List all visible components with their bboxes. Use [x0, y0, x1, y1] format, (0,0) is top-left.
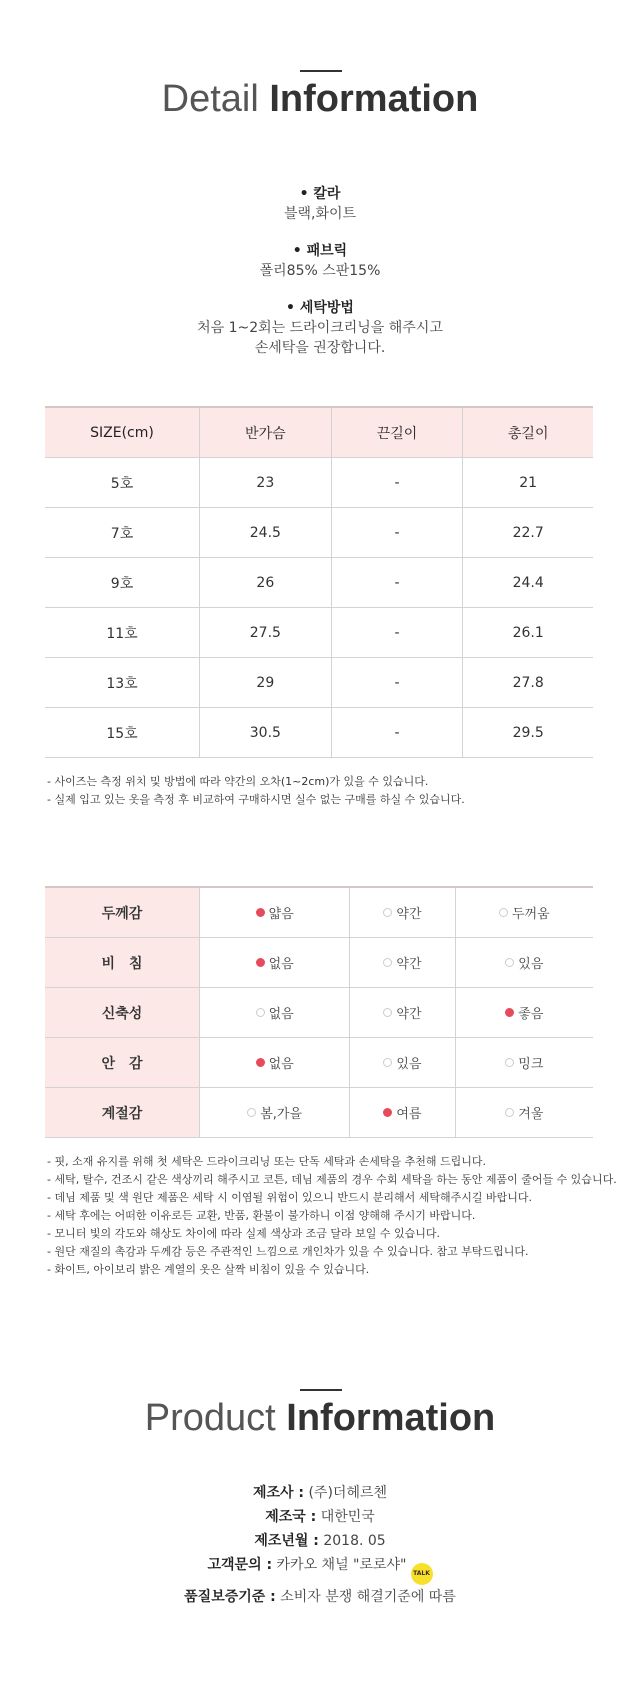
spec-head: • 세탁방법: [286, 300, 354, 316]
option-text: 두꺼움: [511, 907, 550, 922]
table-row: [45, 887, 593, 938]
length-cell: 24.4: [463, 558, 593, 608]
option-text: 없음: [268, 957, 294, 972]
header-cell: 반가슴: [200, 407, 332, 458]
option-text: 좋음: [518, 1007, 544, 1022]
feel-label: 신축성: [45, 988, 200, 1038]
spec-fabric: [0, 241, 640, 281]
table-row: [45, 608, 593, 658]
chest-cell: 27.5: [200, 608, 332, 658]
note-line: - 원단 재질의 촉감과 두께감 등은 주관적인 느낌으로 개인차가 있을 수 있습니다. 참고 부탁드립니다.: [47, 1245, 529, 1258]
feel-option: [455, 988, 593, 1038]
strap-cell: -: [331, 708, 463, 758]
info-key: 품질보증기준 :: [184, 1589, 276, 1605]
feel-option: [350, 938, 455, 988]
radio-dot-icon: [505, 1108, 514, 1117]
chest-cell: 23: [200, 458, 332, 508]
feel-option: [350, 988, 455, 1038]
table-row: [45, 508, 593, 558]
radio-dot-icon: [505, 958, 514, 967]
strap-cell: -: [331, 658, 463, 708]
info-row-country: [0, 1505, 640, 1529]
feel-option: [350, 887, 455, 938]
option-text: 겨울: [518, 1107, 544, 1122]
feel-option: [350, 1088, 455, 1138]
chest-cell: 30.5: [200, 708, 332, 758]
option-text: 밍크: [518, 1057, 544, 1072]
product-title-light: Product: [144, 1397, 276, 1439]
length-cell: 22.7: [463, 508, 593, 558]
care-notes: [47, 1153, 617, 1279]
feel-option: [200, 938, 350, 988]
info-key: 제조년월 :: [254, 1533, 319, 1549]
radio-dot-icon: [247, 1108, 256, 1117]
spec-value: 블랙,화이트: [283, 206, 357, 222]
product-title: [0, 1397, 640, 1440]
product-title-bold: Information: [286, 1397, 496, 1439]
size-cell: 11호: [45, 608, 200, 658]
table-row: [45, 1038, 593, 1088]
radio-dot-icon: [256, 1008, 265, 1017]
info-key: 제조국 :: [265, 1509, 317, 1525]
length-cell: 21: [463, 458, 593, 508]
info-value: 2018. 05: [318, 1533, 386, 1549]
radio-dot-icon: [383, 1108, 392, 1117]
table-row: [45, 458, 593, 508]
size-cell: 15호: [45, 708, 200, 758]
feel-option: [200, 887, 350, 938]
option-text: 얇음: [268, 907, 294, 922]
info-row-maker: [0, 1481, 640, 1505]
radio-dot-icon: [383, 958, 392, 967]
header-cell: 총길이: [463, 407, 593, 458]
size-notes: [47, 773, 607, 809]
option-text: 봄,가을: [260, 1107, 303, 1122]
option-text: 있음: [396, 1057, 422, 1072]
option-text: 없음: [268, 1007, 294, 1022]
info-value: 소비자 분쟁 해결기준에 따름: [275, 1589, 456, 1605]
feel-label: 두께감: [45, 887, 200, 938]
info-row-date: [0, 1529, 640, 1553]
table-row: [45, 938, 593, 988]
option-text: 여름: [396, 1107, 422, 1122]
option-text: 약간: [396, 907, 422, 922]
radio-dot-icon: [383, 1058, 392, 1067]
size-cell: 9호: [45, 558, 200, 608]
strap-cell: -: [331, 608, 463, 658]
detail-title: [0, 78, 640, 121]
note-line: - 화이트, 아이보리 밝은 계열의 옷은 살짝 비침이 있을 수 있습니다.: [47, 1263, 370, 1276]
chest-cell: 29: [200, 658, 332, 708]
note-line: - 실제 입고 있는 옷을 측정 후 비교하여 구매하시면 실수 없는 구매를 하실 수 있습니다.: [47, 793, 465, 806]
feel-label: 계절감: [45, 1088, 200, 1138]
info-key: 제조사 :: [252, 1485, 305, 1501]
feel-option: [200, 1088, 350, 1138]
size-cell: 5호: [45, 458, 200, 508]
info-value: (주)더헤르첸: [304, 1485, 388, 1501]
product-info-list: [0, 1481, 640, 1609]
note-line: - 세탁, 탈수, 건조시 같은 색상끼리 해주시고 코튼, 데님 제품의 경우 수회 세탁을 하는 동안 제품이 줄어들 수 있습니다.: [47, 1173, 617, 1186]
table-row: [45, 708, 593, 758]
header-cell: SIZE(cm): [45, 407, 200, 458]
feel-option: [455, 887, 593, 938]
table-row: [45, 988, 593, 1038]
spec-head: • 패브릭: [292, 243, 348, 259]
radio-dot-icon: [256, 908, 265, 917]
size-table: [45, 406, 593, 758]
size-cell: 7호: [45, 508, 200, 558]
strap-cell: -: [331, 458, 463, 508]
detail-title-bold: Information: [269, 78, 479, 120]
radio-dot-icon: [383, 908, 392, 917]
detail-title-bar: [300, 70, 342, 72]
feel-label: 안 감: [45, 1038, 200, 1088]
chest-cell: 26: [200, 558, 332, 608]
radio-dot-icon: [383, 1008, 392, 1017]
feel-option: [200, 988, 350, 1038]
length-cell: 29.5: [463, 708, 593, 758]
length-cell: 27.8: [463, 658, 593, 708]
note-line: - 사이즈는 측정 위치 및 방법에 따라 약간의 오차(1~2cm)가 있을 수 있습니다.: [47, 775, 429, 788]
note-line: - 세탁 후에는 어떠한 이유로든 교환, 반품, 환불이 불가하니 이점 양해해 주시기 바랍니다.: [47, 1209, 476, 1222]
radio-dot-icon: [499, 908, 508, 917]
feel-label: 비 침: [45, 938, 200, 988]
spec-value: 손세탁을 권장합니다.: [254, 340, 386, 356]
radio-dot-icon: [256, 958, 265, 967]
spec-washing: [0, 298, 640, 358]
radio-dot-icon: [505, 1008, 514, 1017]
header-cell: 끈길이: [331, 407, 463, 458]
table-row: [45, 658, 593, 708]
table-row: [45, 558, 593, 608]
feel-option: [455, 938, 593, 988]
strap-cell: -: [331, 558, 463, 608]
spec-value: 폴리85% 스판15%: [259, 263, 381, 279]
info-row-contact: [0, 1553, 640, 1585]
kakao-talk-icon[interactable]: TALK: [411, 1563, 433, 1585]
spec-head: • 칼라: [299, 186, 341, 202]
option-text: 있음: [518, 957, 544, 972]
feel-option: [455, 1088, 593, 1138]
note-line: - 모니터 빛의 각도와 해상도 차이에 따라 실제 색상과 조금 달라 보일 수 있습니다.: [47, 1227, 440, 1240]
feel-table: [45, 886, 593, 1138]
length-cell: 26.1: [463, 608, 593, 658]
radio-dot-icon: [505, 1058, 514, 1067]
radio-dot-icon: [256, 1058, 265, 1067]
strap-cell: -: [331, 508, 463, 558]
spec-value: 처음 1~2회는 드라이크리닝을 해주시고: [197, 320, 443, 336]
info-row-warranty: [0, 1585, 640, 1609]
info-value: 대한민국: [316, 1509, 375, 1525]
option-text: 없음: [268, 1057, 294, 1072]
option-text: 약간: [396, 957, 422, 972]
note-line: - 핏, 소재 유지를 위해 첫 세탁은 드라이크리닝 또는 단독 세탁과 손세탁을 추천해 드립니다.: [47, 1155, 486, 1168]
table-row: [45, 1088, 593, 1138]
feel-option: [455, 1038, 593, 1088]
option-text: 약간: [396, 1007, 422, 1022]
feel-option: [350, 1038, 455, 1088]
size-table-header: [45, 407, 593, 458]
note-line: - 데님 제품 및 색 원단 제품은 세탁 시 이염될 위험이 있으니 반드시 분리해서 세탁해주시길 바랍니다.: [47, 1191, 532, 1204]
feel-option: [200, 1038, 350, 1088]
detail-title-light: Detail: [161, 78, 259, 120]
product-title-bar: [300, 1389, 342, 1391]
info-value: 카카오 채널 "로로샤": [272, 1557, 407, 1573]
info-key: 고객문의 :: [207, 1557, 273, 1573]
chest-cell: 24.5: [200, 508, 332, 558]
size-cell: 13호: [45, 658, 200, 708]
spec-color: [0, 184, 640, 224]
